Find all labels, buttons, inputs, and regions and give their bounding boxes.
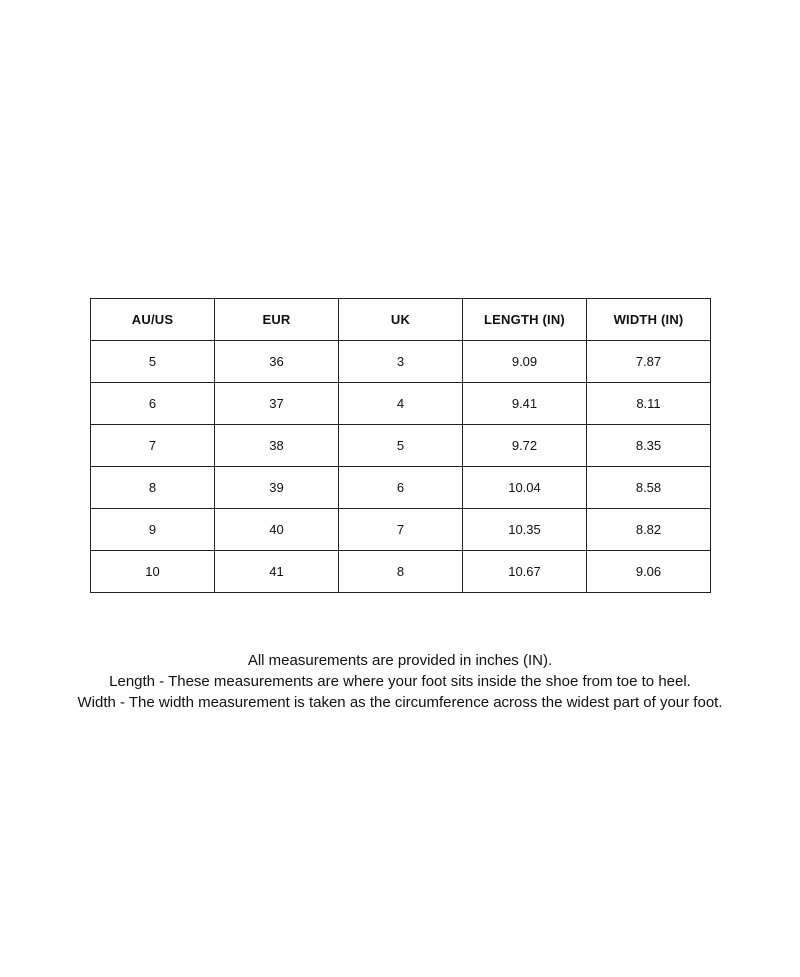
cell-uk: 8 bbox=[339, 551, 463, 593]
cell-uk: 3 bbox=[339, 341, 463, 383]
header-au-us: AU/US bbox=[91, 299, 215, 341]
table-row bbox=[91, 509, 711, 551]
cell-length: 9.09 bbox=[463, 341, 587, 383]
cell-length: 10.35 bbox=[463, 509, 587, 551]
size-chart-table bbox=[90, 298, 711, 593]
size-chart-body bbox=[91, 341, 711, 593]
cell-eur: 36 bbox=[215, 341, 339, 383]
cell-au-us: 8 bbox=[91, 467, 215, 509]
measurement-notes bbox=[0, 650, 800, 713]
cell-uk: 7 bbox=[339, 509, 463, 551]
cell-eur: 39 bbox=[215, 467, 339, 509]
table-row bbox=[91, 341, 711, 383]
cell-uk: 5 bbox=[339, 425, 463, 467]
header-width: WIDTH (IN) bbox=[587, 299, 711, 341]
note-length: Length - These measurements are where your foot sits inside the shoe from toe to heel. bbox=[109, 673, 691, 690]
cell-eur: 37 bbox=[215, 383, 339, 425]
cell-eur: 41 bbox=[215, 551, 339, 593]
cell-au-us: 5 bbox=[91, 341, 215, 383]
cell-length: 9.41 bbox=[463, 383, 587, 425]
cell-eur: 40 bbox=[215, 509, 339, 551]
cell-au-us: 6 bbox=[91, 383, 215, 425]
cell-au-us: 10 bbox=[91, 551, 215, 593]
header-row bbox=[91, 299, 711, 341]
cell-length: 10.04 bbox=[463, 467, 587, 509]
cell-width: 8.11 bbox=[587, 383, 711, 425]
header-eur: EUR bbox=[215, 299, 339, 341]
header-uk: UK bbox=[339, 299, 463, 341]
cell-width: 8.82 bbox=[587, 509, 711, 551]
size-chart-header bbox=[91, 299, 711, 341]
table-row bbox=[91, 551, 711, 593]
cell-width: 9.06 bbox=[587, 551, 711, 593]
cell-width: 8.35 bbox=[587, 425, 711, 467]
table-row bbox=[91, 425, 711, 467]
header-length: LENGTH (IN) bbox=[463, 299, 587, 341]
table-row bbox=[91, 467, 711, 509]
cell-uk: 4 bbox=[339, 383, 463, 425]
cell-au-us: 9 bbox=[91, 509, 215, 551]
cell-uk: 6 bbox=[339, 467, 463, 509]
cell-width: 7.87 bbox=[587, 341, 711, 383]
table-row bbox=[91, 383, 711, 425]
cell-eur: 38 bbox=[215, 425, 339, 467]
cell-length: 10.67 bbox=[463, 551, 587, 593]
note-units: All measurements are provided in inches (IN). bbox=[247, 652, 553, 669]
cell-au-us: 7 bbox=[91, 425, 215, 467]
note-width: Width - The width measurement is taken as the circumference across the widest part of your foot. bbox=[77, 694, 723, 711]
cell-width: 8.58 bbox=[587, 467, 711, 509]
cell-length: 9.72 bbox=[463, 425, 587, 467]
